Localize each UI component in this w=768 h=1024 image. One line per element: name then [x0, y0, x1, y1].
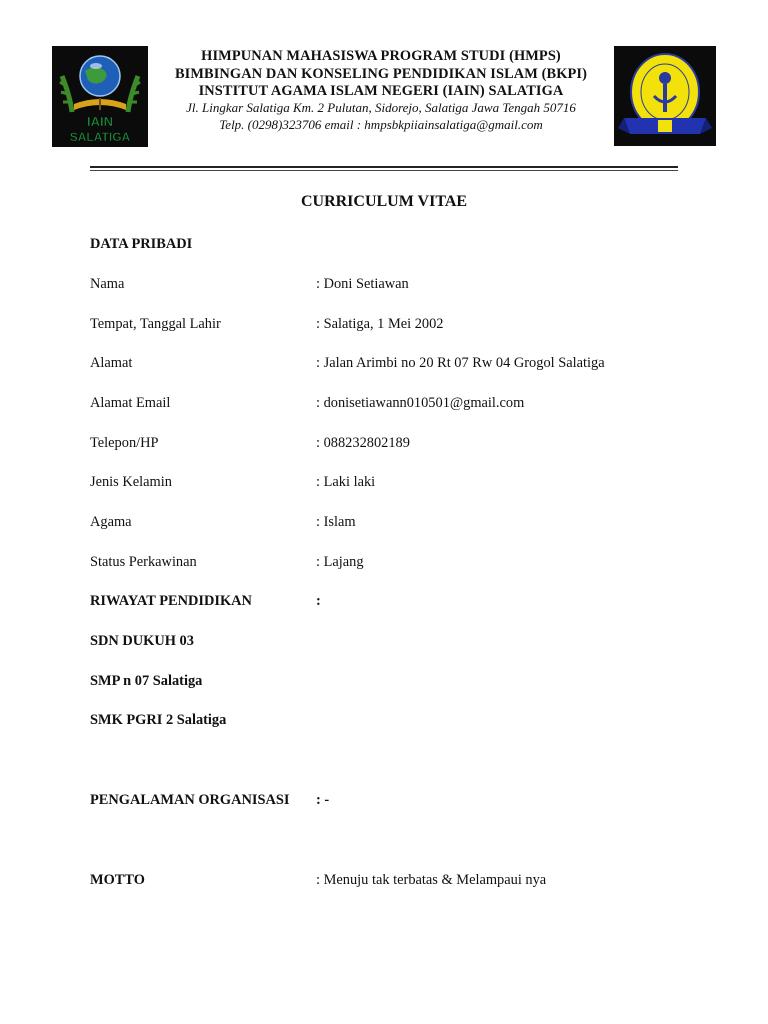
field-value: : Islam: [316, 514, 356, 530]
field-label: Agama: [90, 514, 132, 530]
education-item: SMP n 07 Salatiga: [90, 673, 203, 689]
header-line-2: BIMBINGAN DAN KONSELING PENDIDIKAN ISLAM (BKPI): [174, 66, 588, 82]
field-value: : Salatiga, 1 Mei 2002: [316, 316, 444, 332]
document-title: CURRICULUM VITAE: [300, 193, 468, 210]
hmps-bkpi-logo: [614, 46, 716, 146]
hmps-logo-graphic: [614, 46, 716, 146]
field-label: Status Perkawinan: [90, 554, 197, 570]
field-value: : Laki laki: [316, 474, 376, 490]
field-label: Jenis Kelamin: [90, 474, 172, 490]
section-heading-organization: PENGALAMAN ORGANISASI: [90, 792, 290, 808]
iain-logo-graphic: [52, 46, 148, 147]
section-heading-personal: DATA PRIBADI: [90, 236, 193, 252]
field-value: : donisetiawann010501@gmail.com: [316, 395, 525, 411]
header-address: Jl. Lingkar Salatiga Km. 2 Pulutan, Sidorejo, Salatiga Jawa Tengah 50716: [186, 100, 576, 115]
field-value: : Jalan Arimbi no 20 Rt 07 Rw 04 Grogol Salatiga: [316, 355, 605, 371]
field-value: : Lajang: [316, 554, 364, 570]
header-divider-thin: [90, 170, 678, 171]
field-label: Alamat Email: [90, 395, 171, 411]
education-item: SDN DUKUH 03: [90, 633, 194, 649]
iain-logo-text-2: SALATIGA: [69, 130, 131, 144]
field-label: Nama: [90, 276, 125, 292]
iain-logo-text-1: IAIN: [87, 114, 113, 129]
iain-salatiga-logo: [52, 46, 148, 147]
education-colon: :: [316, 593, 321, 609]
field-label: Telepon/HP: [90, 435, 159, 451]
section-heading-motto: MOTTO: [90, 872, 145, 888]
header-line-3: INSTITUT AGAMA ISLAM NEGERI (IAIN) SALATIGA: [198, 83, 564, 99]
field-label: Alamat: [90, 355, 133, 371]
header-line-1: HIMPUNAN MAHASISWA PROGRAM STUDI (HMPS): [201, 48, 561, 64]
education-item: SMK PGRI 2 Salatiga: [90, 712, 227, 728]
organization-value: : -: [316, 792, 330, 808]
motto-value: : Menuju tak terbatas & Melampaui nya: [316, 872, 547, 888]
field-value: : 088232802189: [316, 435, 410, 451]
header-divider-thick: [90, 166, 678, 168]
header-contact: Telp. (0298)323706 email : hmpsbkpiiainsalatiga@gmail.com: [219, 117, 543, 132]
section-heading-education: RIWAYAT PENDIDIKAN: [90, 593, 252, 609]
field-value: : Doni Setiawan: [316, 276, 409, 292]
field-label: Tempat, Tanggal Lahir: [90, 316, 221, 332]
